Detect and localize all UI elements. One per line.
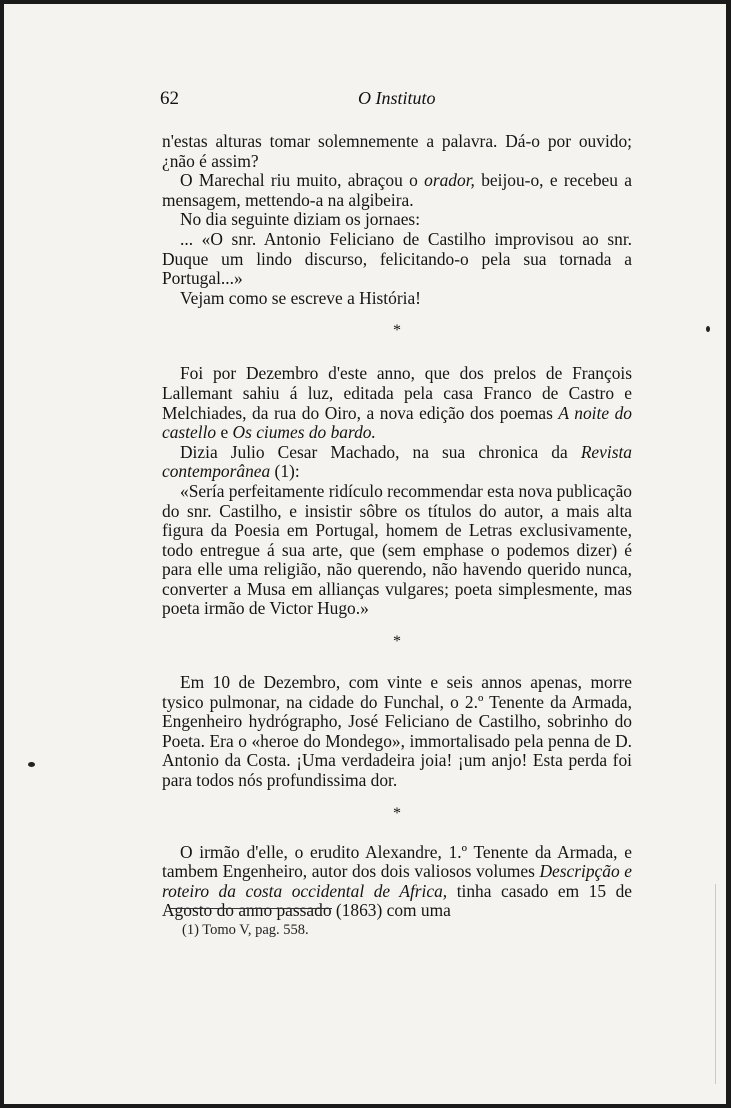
section-separator: *: [393, 633, 401, 651]
page-edge-line: [715, 884, 716, 1084]
paragraph: Dizia Julio Cesar Machado, na sua chronica da Revista contemporânea (1):: [162, 441, 632, 482]
footnote: (1) Tomo V, pag. 558.: [182, 922, 309, 938]
page-number: 62: [160, 88, 179, 109]
section-separator: *: [393, 804, 401, 822]
paragraph: Vejam como se escreve a História!: [180, 287, 421, 308]
paragraph: Em 10 de Dezembro, com vinte e seis annos apenas, morre tysico pulmonar, na cidade do Funchal, o 2.º Tenente da Armada, Engenheiro hydrógrapho, José Feliciano de Castilho, sobrinho do Poeta. Era o «heroe do Mondego», immortalisado pela penna de D. Antonio da Costa. ¡Uma verdadeira joia! ¡um anjo! Esta perda foi para todos nós profundissima dor.: [162, 672, 632, 791]
paragraph: Foi por Dezembro d'este anno, que dos prelos de François Lallemant sahiu á luz, editada pela casa Franco de Castro e Melchiades, da rua do Oiro, a nova edição dos poemas A noite do castello e Os ciumes do bardo.: [162, 363, 632, 443]
paragraph: O Marechal riu muito, abraçou o orador, beijou-o, e recebeu a mensagem, mettendo-a na algibeira.: [162, 170, 632, 210]
section-separator: *: [393, 322, 401, 340]
paragraph: n'estas alturas tomar solemnemente a palavra. Dá-o por ouvido; ¿não é assim?: [162, 131, 632, 171]
footnote-rule: [170, 908, 332, 909]
paragraph: ... «O snr. Antonio Feliciano de Castilho improvisou ao snr. Duque um lindo discurso, felicitando-o pela sua tornada a Portugal...»: [162, 228, 632, 289]
page-body: [162, 132, 632, 921]
quotation: «Sería perfeitamente ridículo recommendar esta nova publicação do snr. Castilho, e insistir sôbre os títulos do autor, a mais alta figura da Poesia em Portugal, homem de Letras exclusivamente, todo entregue á sua arte, que (sem emphase o podemos dizer) é para elle uma religião, não querendo, não havendo querido nunca, converter a Musa em allianças vulgares; poeta simplesmente, mas poeta irmão de Victor Hugo.»: [162, 480, 632, 619]
page-header: [160, 88, 580, 112]
ink-blot: [28, 762, 35, 767]
book-page: [4, 4, 726, 1104]
ink-blot: [706, 326, 710, 332]
running-title: O Instituto: [358, 88, 436, 108]
paragraph: O irmão d'elle, o erudito Alexandre, 1.º Tenente da Armada, e tambem Engenheiro, autor dos dois valiosos volumes Descripção e roteiro da costa occidental de Africa, tinha casado em 15 de Agosto do anno passado (1863) com uma: [162, 841, 632, 921]
paragraph: No dia seguinte diziam os jornaes:: [180, 209, 421, 230]
